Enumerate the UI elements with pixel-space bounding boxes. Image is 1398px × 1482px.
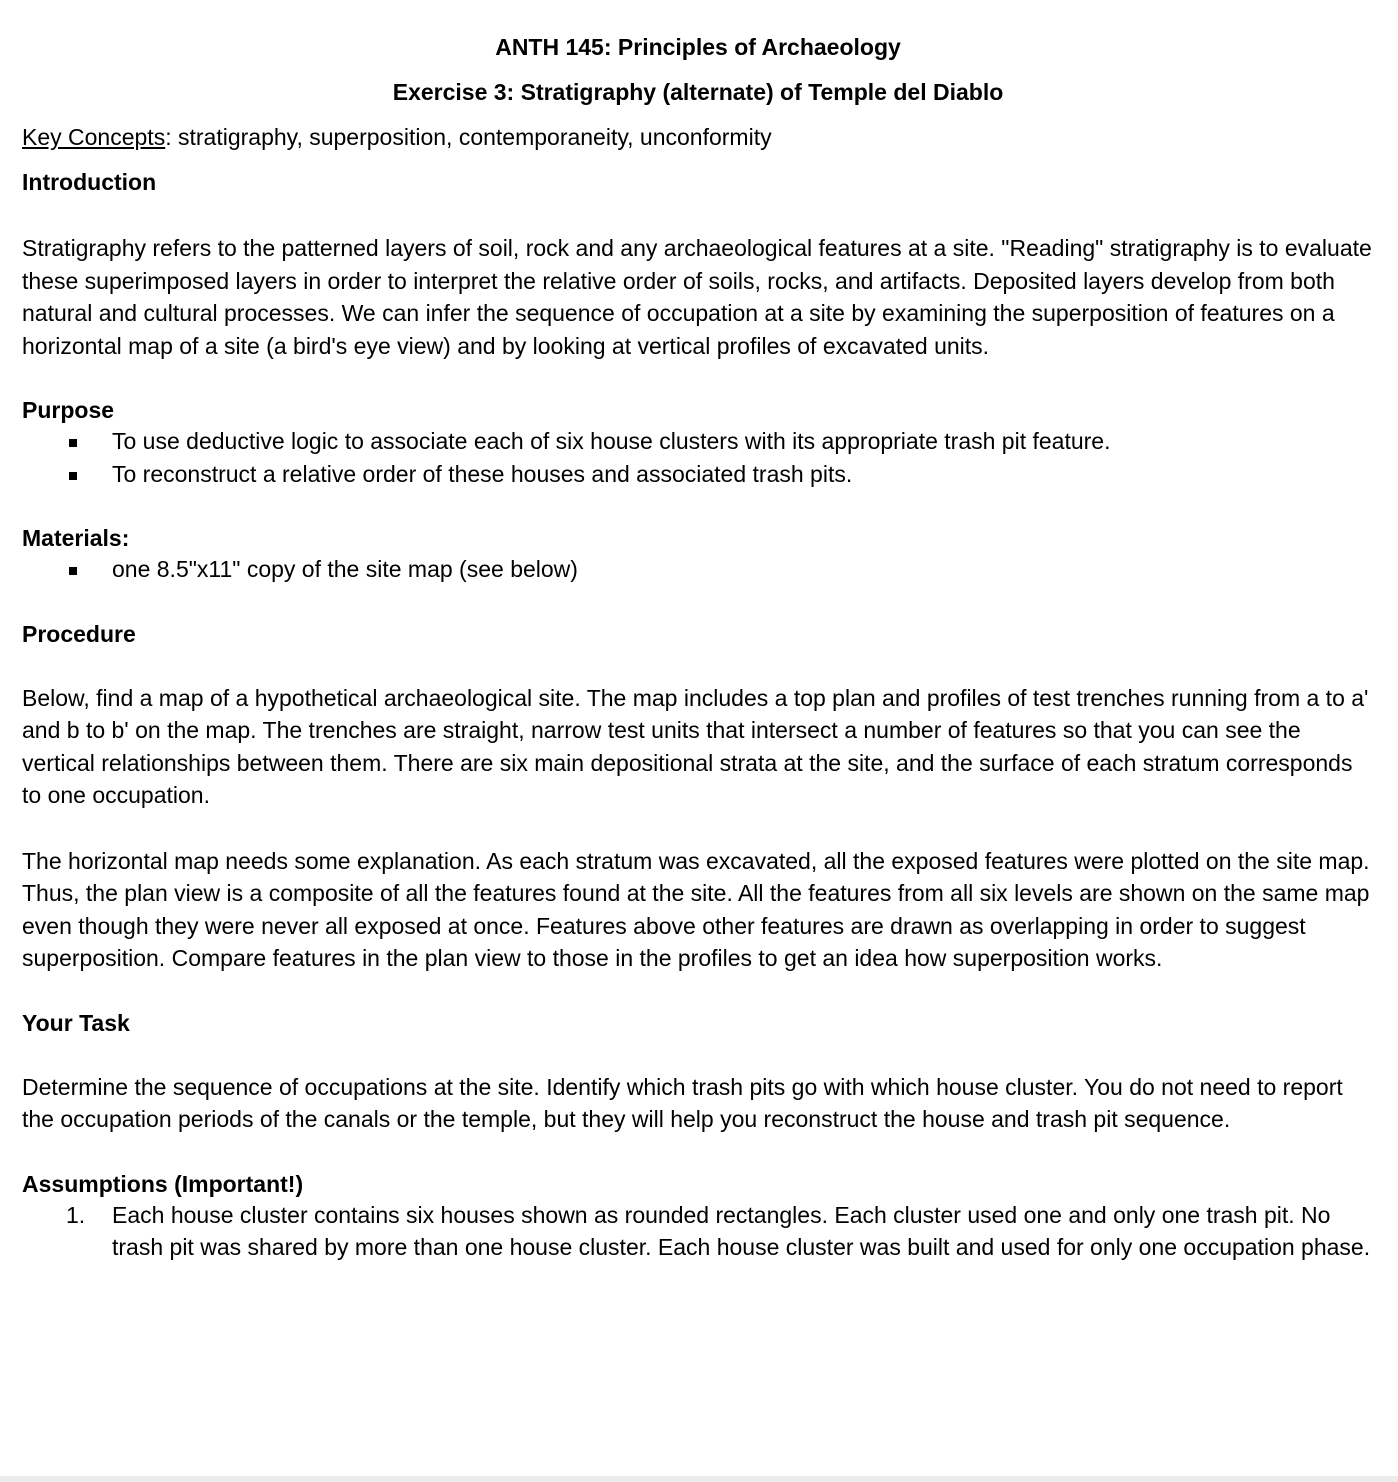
assumptions-heading: Assumptions (Important!) bbox=[22, 1170, 304, 1197]
procedure-paragraph: Below, find a map of a hypothetical archaeological site. The map includes a top plan and profiles of test trenches running from a to a' and b to b' on the map. The trenches are straight, narrow test units that intersect a number of features so that you can see the vertical relationships between them. There are six main depositional strata at the site, and the surface of each stratum corresponds to one occupation. bbox=[22, 684, 1369, 808]
purpose-list-item bbox=[22, 425, 1374, 458]
purpose-list-item bbox=[22, 458, 1374, 491]
purpose-list bbox=[22, 425, 1374, 490]
document-subtitle: Exercise 3: Stratigraphy (alternate) of Temple del Diablo bbox=[392, 79, 1004, 105]
materials-list bbox=[22, 553, 1374, 586]
procedure-heading: Procedure bbox=[22, 620, 136, 647]
introduction-body: Stratigraphy refers to the patterned layers of soil, rock and any archaeological features at a site. "Reading" stratigraphy is to evaluate these superimposed layers in order to interpret the relative order of soils, rocks, and artifacts. Deposited layers develop from both natural and cultural processes. We can infer the sequence of occupation at a site by examining the superposition of features on a horizontal map of a site (a bird's eye view) and by looking at vertical profiles of excavated units. bbox=[22, 235, 1372, 359]
introduction-heading: Introduction bbox=[22, 169, 157, 195]
key-concepts-label: Key Concepts bbox=[22, 124, 166, 150]
assumptions-list bbox=[22, 1199, 1374, 1264]
purpose-heading: Purpose bbox=[22, 397, 115, 423]
your-task-body: Determine the sequence of occupations at the site. Identify which trash pits go with which house cluster. You do not need to report the occupation periods of the canals or the temple, but they will help you reconstruct the house and trash pit sequence. bbox=[22, 1073, 1343, 1132]
page-bottom-edge bbox=[0, 1476, 1398, 1482]
assumption-number: 1. bbox=[66, 1201, 86, 1228]
materials-heading: Materials: bbox=[22, 525, 130, 551]
square-bullet-icon bbox=[69, 567, 77, 575]
key-concepts-text: : stratigraphy, superposition, contemporaneity, unconformity bbox=[165, 124, 772, 150]
assumptions-list-item bbox=[22, 1199, 1374, 1264]
assumption-text: Each house cluster contains six houses shown as rounded rectangles. Each cluster used one and only one trash pit. No trash pit was shared by more than one house cluster. Each house cluster was built and used for only one occupation phase. bbox=[112, 1201, 1371, 1260]
purpose-item-text: To use deductive logic to associate each of six house clusters with its appropriate trash pit feature. bbox=[112, 428, 1111, 454]
key-concepts-line bbox=[22, 122, 1374, 152]
purpose-item-text: To reconstruct a relative order of these houses and associated trash pits. bbox=[112, 460, 853, 487]
square-bullet-icon bbox=[69, 472, 77, 480]
document-title: ANTH 145: Principles of Archaeology bbox=[495, 34, 901, 60]
your-task-heading: Your Task bbox=[22, 1009, 130, 1036]
procedure-paragraph: The horizontal map needs some explanation. As each stratum was excavated, all the exposed features were plotted on the site map. Thus, the plan view is a composite of all the features found at the site. All the features from all six levels are shown on the same map even though they were never all exposed at once. Features above other features are drawn as overlapping in order to suggest superposition. Compare features in the plan view to those in the profiles to get an idea how superposition works. bbox=[22, 847, 1370, 971]
materials-list-item bbox=[22, 553, 1374, 586]
materials-item-text: one 8.5"x11" copy of the site map (see below) bbox=[112, 556, 578, 582]
square-bullet-icon bbox=[69, 439, 77, 447]
